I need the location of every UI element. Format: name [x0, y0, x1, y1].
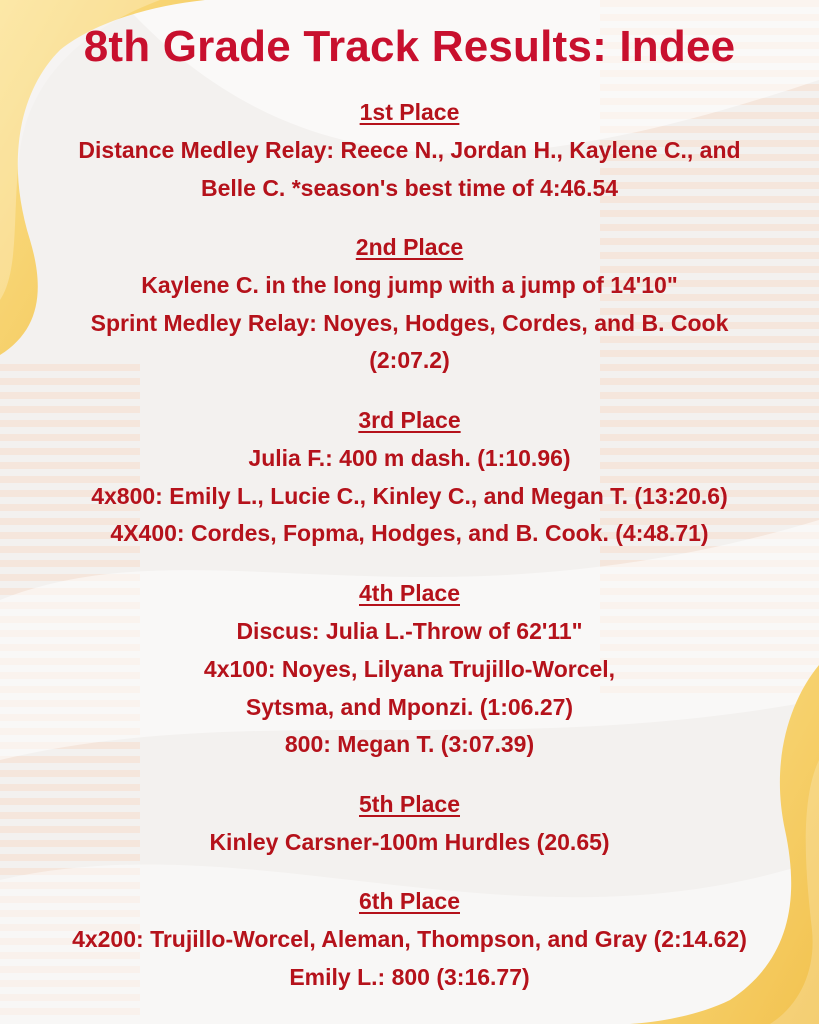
result-line: (2:07.2) — [369, 347, 450, 373]
result-line: 4x200: Trujillo-Worcel, Aleman, Thompson, and Gray (2:14.62) — [72, 926, 747, 952]
page-title: 8th Grade Track Results: Indee — [83, 22, 736, 71]
result-line: Belle C. *season's best time of 4:46.54 — [200, 175, 619, 201]
result-line: 4x100: Noyes, Lilyana Trujillo-Worcel, — [203, 656, 616, 682]
result-line: Distance Medley Relay: Reece N., Jordan H., Kaylene C., and — [78, 137, 741, 163]
section-heading-3rd-place: 3rd Place — [358, 407, 461, 433]
section-heading-6th-place: 6th Place — [359, 888, 460, 914]
section-heading-1st-place: 1st Place — [359, 99, 460, 125]
result-line: 4x800: Emily L., Lucie C., Kinley C., and Megan T. (13:20.6) — [91, 483, 728, 509]
result-line: Julia F.: 400 m dash. (1:10.96) — [248, 445, 571, 471]
result-line: Sytsma, and Mponzi. (1:06.27) — [245, 694, 574, 720]
result-line: 4X400: Cordes, Fopma, Hodges, and B. Cook. (4:48.71) — [110, 520, 709, 546]
section-heading-4th-place: 4th Place — [359, 580, 460, 606]
result-line: Sprint Medley Relay: Noyes, Hodges, Cordes, and B. Cook — [90, 310, 729, 336]
result-line: Discus: Julia L.-Throw of 62'11" — [236, 618, 583, 644]
result-line: Kinley Carsner-100m Hurdles (20.65) — [209, 829, 610, 855]
result-line: 800: Megan T. (3:07.39) — [284, 731, 535, 757]
result-line: Emily L.: 800 (3:16.77) — [289, 964, 530, 990]
section-heading-5th-place: 5th Place — [359, 791, 460, 817]
result-line: Kaylene C. in the long jump with a jump of 14'10" — [141, 272, 678, 298]
section-heading-2nd-place: 2nd Place — [355, 234, 464, 260]
